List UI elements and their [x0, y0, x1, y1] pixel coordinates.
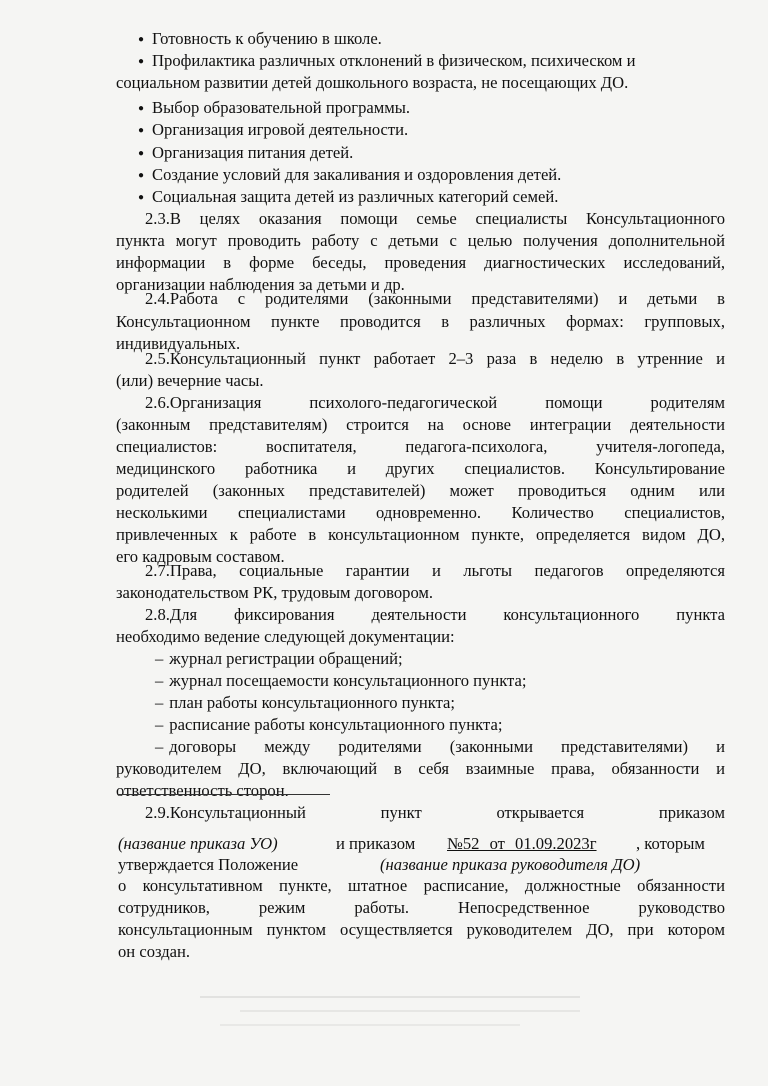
paragraph-2-9-line: консультационным пунктом осуществляется руководителем ДО, при котором [118, 920, 725, 939]
which-text: , которым [636, 834, 705, 853]
dash-list-continuation: ответственность сторон. [116, 781, 289, 800]
paragraph-2-4-line: индивидуальных. [116, 334, 241, 353]
head-order-caption: (название приказа руководителя ДО) [380, 855, 641, 874]
bullet-item: ● Готовность к обучению в школе. [138, 28, 382, 53]
paragraph-2-8-line: 2.8.Для фиксирования деятельности консультационного пункта [145, 605, 725, 624]
dash-list-item: – расписание работы консультационного пункта; [155, 714, 502, 736]
paragraph-2-6-line: его кадровым составом. [116, 547, 285, 566]
paragraph-2-9-line: он создан. [118, 942, 191, 961]
dash-list-item: – журнал регистрации обращений; [155, 648, 403, 670]
paragraph-2-4-line: 2.4.Работа с родителями (законными представителями) и детьми в [145, 289, 725, 308]
approves-text: утверждается Положение [118, 855, 299, 874]
bleed-through-marks [200, 990, 620, 1060]
paragraph-2-5-line: 2.5.Консультационный пункт работает 2–3 раза в неделю в утренние и [145, 349, 725, 368]
paragraph-2-6-line: медицинского работника и других специалистов. Консультирование [116, 459, 725, 478]
paragraph-2-9-line: сотрудников, режим работы. Непосредственное руководство [118, 898, 725, 917]
bullet-item: ● Организация питания детей. [138, 142, 353, 167]
paragraph-2-3-line: организации наблюдения за детьми и др. [116, 275, 405, 294]
dash-list-item: – журнал посещаемости консультационного пункта; [155, 670, 527, 692]
bullet-item-continuation: социальном развитии детей дошкольного возраста, не посещающих ДО. [116, 73, 629, 92]
dash-list-item: – план работы консультационного пункта; [155, 692, 455, 714]
paragraph-2-7-line: законодательством РК, трудовым договором. [116, 583, 434, 602]
paragraph-2-3-line: информации в форме беседы, проведения диагностических исследований, [116, 253, 725, 272]
order-number: №52 от 01.09.2023г [447, 834, 597, 853]
paragraph-2-6-line: родителей (законных представителей) может проводиться одним или [116, 481, 725, 500]
paragraph-2-9-line: 2.9.Консультационный пункт открывается приказом [145, 803, 725, 822]
and-order-text: и приказом [336, 834, 416, 853]
paragraph-2-6-line: несколькими специалистами одновременно. Количество специалистов, [116, 503, 725, 522]
bullet-item: ● Организация игровой деятельности. [138, 119, 408, 144]
uo-order-caption: (название приказа УО) [118, 834, 278, 853]
paragraph-2-6-line: (законным представителям) строится на основе интеграции деятельности [116, 415, 725, 434]
paragraph-2-3-line: 2.3.В целях оказания помощи семье специалисты Консультационного [145, 209, 725, 228]
dash-list-continuation: руководителем ДО, включающий в себя взаимные права, обязанности и [116, 759, 725, 778]
bullet-item: ● Создание условий для закаливания и оздоровления детей. [138, 164, 561, 189]
paragraph-2-5-line: (или) вечерние часы. [116, 371, 264, 390]
bullet-item: ● Выбор образовательной программы. [138, 97, 410, 122]
paragraph-2-6-line: специалистов: воспитателя, педагога-психолога, учителя-логопеда, [116, 437, 725, 456]
bullet-item: ● Профилактика различных отклонений в физическом, психическом и [138, 50, 635, 75]
paragraph-2-8-line: необходимо ведение следующей документации: [116, 627, 455, 646]
paragraph-2-4-line: Консультационном пункте проводится в различных формах: групповых, [116, 312, 725, 331]
blank-underline [118, 794, 330, 795]
dash-list-item: – договоры между родителями (законными представителями) и [155, 736, 725, 758]
paragraph-2-3-line: пункта могут проводить работу с детьми с целью получения дополнительной [116, 231, 725, 250]
paragraph-2-7-line: 2.7.Права, социальные гарантии и льготы педагогов определяются [145, 561, 725, 580]
bullet-item: ● Социальная защита детей из различных категорий семей. [138, 186, 558, 211]
paragraph-2-9-line: о консультативном пункте, штатное расписание, должностные обязанности [118, 876, 725, 895]
paragraph-2-6-line: 2.6.Организация психолого-педагогической помощи родителям [145, 393, 725, 412]
paragraph-2-6-line: привлеченных к работе в консультационном пункте, определяется видом ДО, [116, 525, 725, 544]
